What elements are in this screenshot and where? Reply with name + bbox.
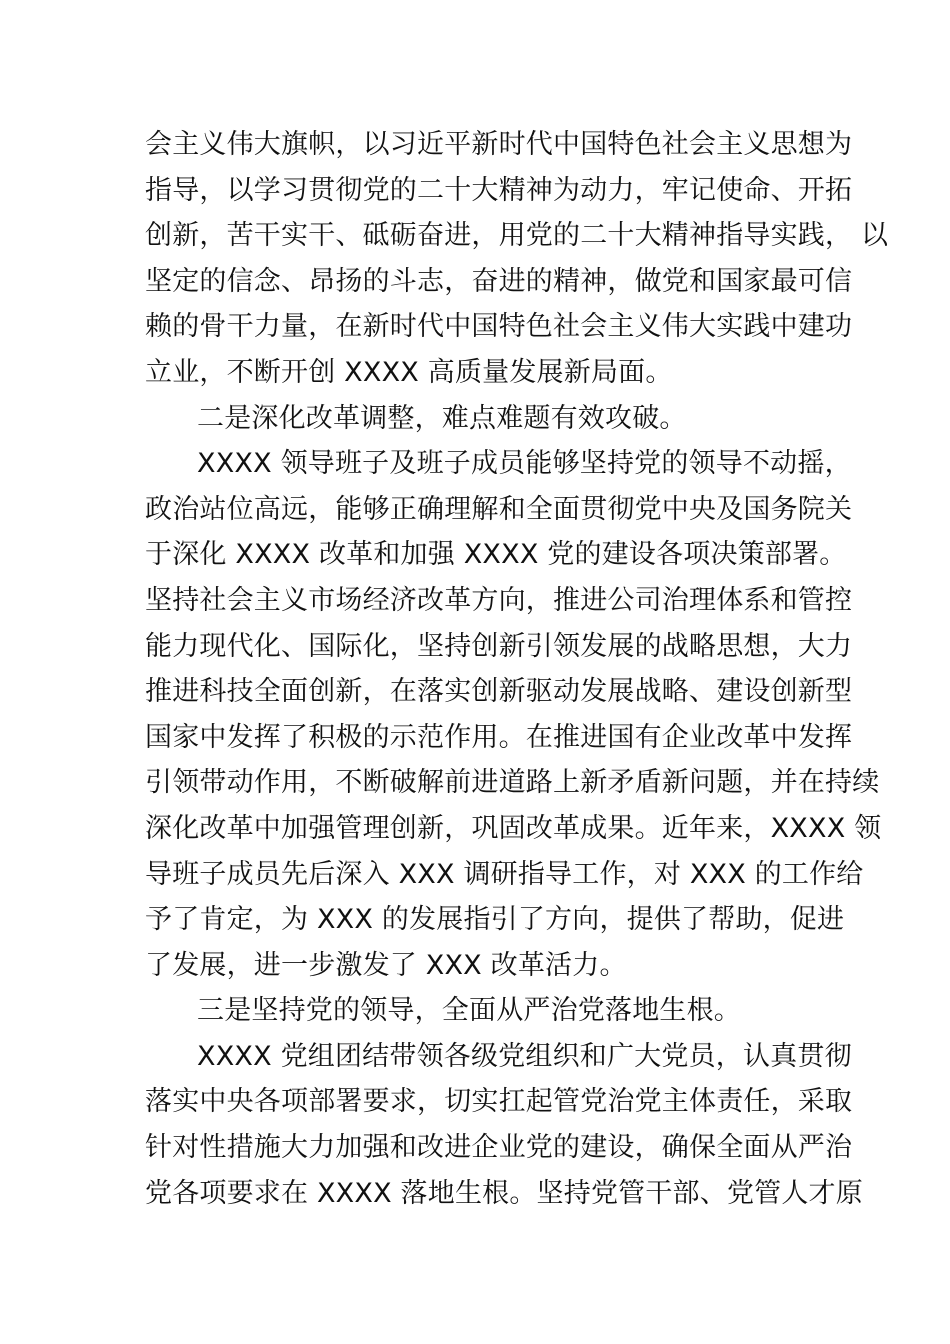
paragraph-first-line: 二是深化改革调整，难点难题有效攻破。 bbox=[197, 402, 687, 434]
text-line: 会主义伟大旗帜，以习近平新时代中国特色社会主义思想为 bbox=[145, 129, 853, 160]
text-line: 政治站位高远，能够正确理解和全面贯彻党中央及国务院关 bbox=[145, 493, 853, 525]
text-line: 落实中央各项部署要求，切实扛起管党治党主体责任，采取 bbox=[145, 1086, 853, 1118]
text-line: 予了肯定，为 XXX 的发展指引了方向，提供了帮助，促进 bbox=[145, 904, 845, 936]
text-line: 坚持社会主义市场经济改革方向，推进公司治理体系和管控 bbox=[145, 584, 853, 616]
text-line: 创新，苦干实干、砥砺奋进，用党的二十大精神指导实践， 以 bbox=[145, 220, 889, 252]
text-line: 赖的骨干力量，在新时代中国特色社会主义伟大实践中建功 bbox=[145, 311, 853, 343]
text-line: 国家中发挥了积极的示范作用。在推进国有企业改革中发挥 bbox=[145, 721, 853, 753]
document-body bbox=[145, 122, 889, 1216]
text-line: 导班子成员先后深入 XXX 调研指导工作，对 XXX 的工作给 bbox=[145, 858, 864, 890]
text-line: 深化改革中加强管理创新，巩固改革成果。近年来，XXXX 领 bbox=[145, 812, 882, 844]
text-line: 于深化 XXXX 改革和加强 XXXX 党的建设各项决策部署。 bbox=[145, 539, 847, 571]
paragraph-first-line: 三是坚持党的领导，全面从严治党落地生根。 bbox=[197, 995, 741, 1027]
text-line: 立业，不断开创 XXXX 高质量发展新局面。 bbox=[145, 356, 673, 388]
text-line: 能力现代化、国际化，坚持创新引领发展的战略思想，大力 bbox=[145, 630, 853, 662]
paragraph-first-line: XXXX 党组团结带领各级党组织和广大党员，认真贯彻 bbox=[197, 1040, 852, 1072]
text-line: 指导，以学习贯彻党的二十大精神为动力，牢记使命、开拓 bbox=[145, 174, 853, 206]
text-line: 引领带动作用，不断破解前进道路上新矛盾新问题，并在持续 bbox=[145, 767, 880, 799]
text-line: 了发展，进一步激发了 XXX 改革活力。 bbox=[145, 949, 627, 981]
text-line: 推进科技全面创新，在落实创新驱动发展战略、建设创新型 bbox=[145, 676, 853, 708]
text-line: 坚定的信念、昂扬的斗志，奋进的精神，做党和国家最可信 bbox=[145, 265, 853, 297]
paragraph-first-line: XXXX 领导班子及班子成员能够坚持党的领导不动摇， bbox=[197, 448, 852, 480]
text-line: 针对性措施大力加强和改进企业党的建设，确保全面从严治 bbox=[145, 1132, 853, 1164]
text-line: 党各项要求在 XXXX 落地生根。坚持党管干部、党管人才原 bbox=[145, 1177, 863, 1209]
